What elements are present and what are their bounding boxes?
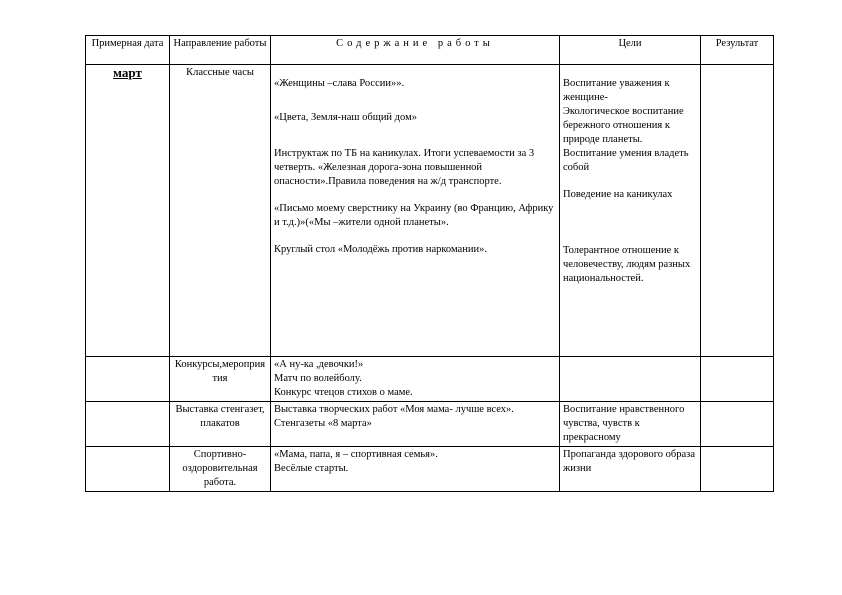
content-item: «Женщины –слава России»». (274, 78, 405, 89)
goal-item: Воспитание уважения к женщине- (563, 78, 670, 103)
date-cell (86, 357, 170, 402)
direction-cell: Спортивно-оздоровительная работа. (170, 447, 271, 492)
result-cell (701, 402, 774, 447)
goal-item: Экологическое воспитание бережного отношения к природе планеты. (563, 106, 684, 145)
table-row (86, 402, 774, 447)
goals-cell: Воспитание нравственного чувства, чувств к прекрасному (560, 402, 701, 447)
table-row (86, 357, 774, 402)
header-date: Примерная дата (86, 36, 170, 65)
goal-item: Толерантное отношение к человечеству, людям разных национальностей. (563, 245, 691, 284)
goal-item: Поведение на каникулах (563, 189, 673, 200)
content-item: Инструктаж по ТБ на каникулах. Итоги успеваемости за 3 четверть. «Железная дорога-зона повышенной опасности».Правила поведения на ж/д транспорте. (274, 148, 535, 187)
result-cell (701, 357, 774, 402)
content-item: Выставка творческих работ «Моя мама- лучше всех». (274, 404, 514, 415)
content-item: «Цвета, Земля-наш общий дом» (274, 112, 417, 123)
content-item: Круглый стол «Молодёжь против наркомании». (274, 244, 487, 255)
direction-cell: Классные часы (170, 65, 271, 357)
content-cell (271, 357, 560, 402)
content-item: «Письмо моему сверстнику на Украину (во Францию, Африку и т.д.)»(«Мы –жители одной планеты». (274, 203, 554, 228)
goals-cell (560, 357, 701, 402)
goal-item: Воспитание умения владеть собой (563, 148, 689, 173)
table-row (86, 65, 774, 357)
result-cell (701, 447, 774, 492)
month-label: март (113, 65, 142, 80)
content-item: Матч по волейболу. (274, 373, 362, 384)
direction-cell: Выставка стенгазет, плакатов (170, 402, 271, 447)
content-cell (271, 65, 560, 357)
header-content: Содержание работы (271, 36, 560, 65)
plan-table (85, 35, 774, 492)
goals-cell (560, 65, 701, 357)
header-direction: Направление работы (170, 36, 271, 65)
content-cell (271, 402, 560, 447)
result-cell (701, 65, 774, 357)
header-result: Результат (701, 36, 774, 65)
direction-cell: Конкурсы,мероприятия (170, 357, 271, 402)
header-row (86, 36, 774, 65)
table-row (86, 447, 774, 492)
month-cell (86, 65, 170, 357)
content-item: Конкурс чтецов стихов о маме. (274, 387, 413, 398)
content-item: Весёлые старты. (274, 463, 349, 474)
content-item: «А ну-ка ,девочки!» (274, 359, 364, 370)
goals-cell: Пропаганда здорового образа жизни (560, 447, 701, 492)
content-item: Стенгазеты «8 марта» (274, 418, 372, 429)
content-item: «Мама, папа, я – спортивная семья». (274, 449, 438, 460)
header-goals: Цели (560, 36, 701, 65)
content-cell (271, 447, 560, 492)
date-cell (86, 402, 170, 447)
date-cell (86, 447, 170, 492)
